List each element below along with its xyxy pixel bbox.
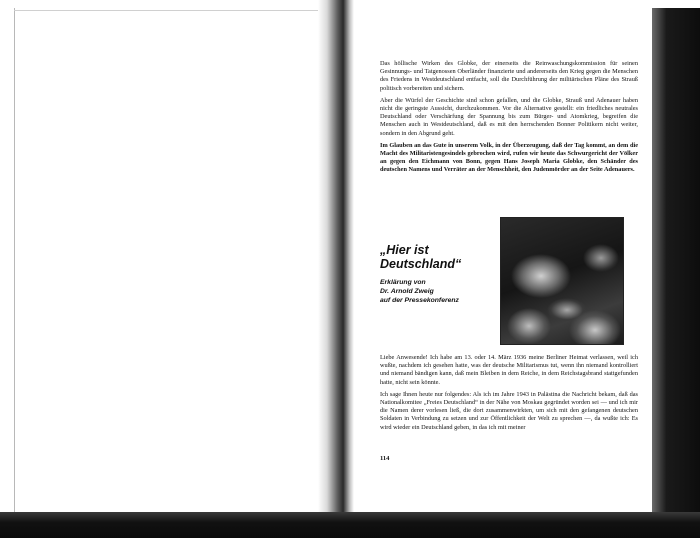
- paragraph-ich-sage-ihnen: Ich sage Ihnen heute nur folgendes: Als ich im Jahre 1943 in Palästina die Nachricht bekam, daß das Nationalkomitee „Freies Deutschland“ in der Nähe von Moskau gegründet worden sei — und ich mir die Namen derer vorlesen ließ, die dort zusammenwirkten, um sich mit den gefangenen deutschen Soldaten in Verbindung zu setzen und zur Öffentlichkeit der Welt zu sprechen —, da wußte ich: Es wird wieder ein Deutschland geben, in das ich mit meiner: [380, 390, 638, 431]
- section-subtitle-line1: Erklärung von: [380, 279, 426, 286]
- left-page-edge: [14, 8, 15, 523]
- section-subtitle-line3: auf der Pressekonferenz: [380, 297, 459, 304]
- section-title-line1: „Hier ist: [380, 243, 429, 257]
- right-page-edge-shadow: [652, 8, 700, 520]
- section-title: [380, 243, 495, 271]
- top-text-block: [380, 60, 638, 179]
- page-number: 114: [380, 455, 390, 462]
- paragraph-wuerfel-geschichte: Aber die Würfel der Geschichte sind schon gefallen, und die Globke, Strauß und Adenauer haben nicht die geringste Aussicht, durchzukommen. Vor die Alternative gestellt: ein friedliches neutrales Deutschland oder Verschärfung der Spannung bis zum Bürger- und Atomkrieg, begreifen die Menschen auch in Westdeutschland, daß es mit den herrschenden Bonner Politikern nicht weiter, sondern in den Abgrund geht.: [380, 96, 638, 137]
- section-heading: [380, 243, 495, 305]
- section-subtitle: [380, 278, 495, 305]
- press-conference-photo: [500, 217, 624, 345]
- paragraph-schwurgericht: Im Glauben an das Gute in unserem Volk, in der Überzeugung, daß der Tag kommt, an dem die Macht des Militaristengesindels gebrochen wird, rufen wir heute das Schwurgericht der Völker an gegen den Eichmann von Bonn, gegen Hans Joseph Maria Globke, den Schänder des deutschen Namens und Verräter an der Menschheit, den Judenmörder an der Seite Adenauers.: [380, 141, 638, 174]
- paragraph-liebe-anwesende: Liebe Anwesende! Ich habe am 13. oder 14. März 1936 meine Berliner Heimat verlassen, weil ich wußte, nachdem ich gesehen hatte, was der deutsche Militarismus tut, wenn ihn niemand kontrolliert und niemand bändigen kann, daß mein Bleiben in dem Reiche, in dem Reichstagsbrand stattgefunden hatte, nicht sein könnte.: [380, 354, 638, 386]
- bottom-text-block: [380, 354, 638, 436]
- bottom-scan-shadow: [0, 512, 700, 538]
- book-gutter-shadow: [318, 0, 354, 520]
- paragraph-globke-wirken: Das höllische Wirken des Globke, der einerseits die Reinwaschungskommission für seinen Gesinnungs- und Tatgenossen Oberländer finanzierte und andererseits den Krieg gegen die Menschen des Friedens in Westdeutschland entfacht, soll die Durchführung der militärischen Pläne des Strauß politisch vorbereiten und sichern.: [380, 60, 638, 92]
- section-title-line2: Deutschland“: [380, 257, 462, 271]
- left-page-top-edge: [14, 10, 334, 11]
- left-blank-page: [0, 0, 335, 520]
- section-subtitle-line2: Dr. Arnold Zweig: [380, 288, 434, 295]
